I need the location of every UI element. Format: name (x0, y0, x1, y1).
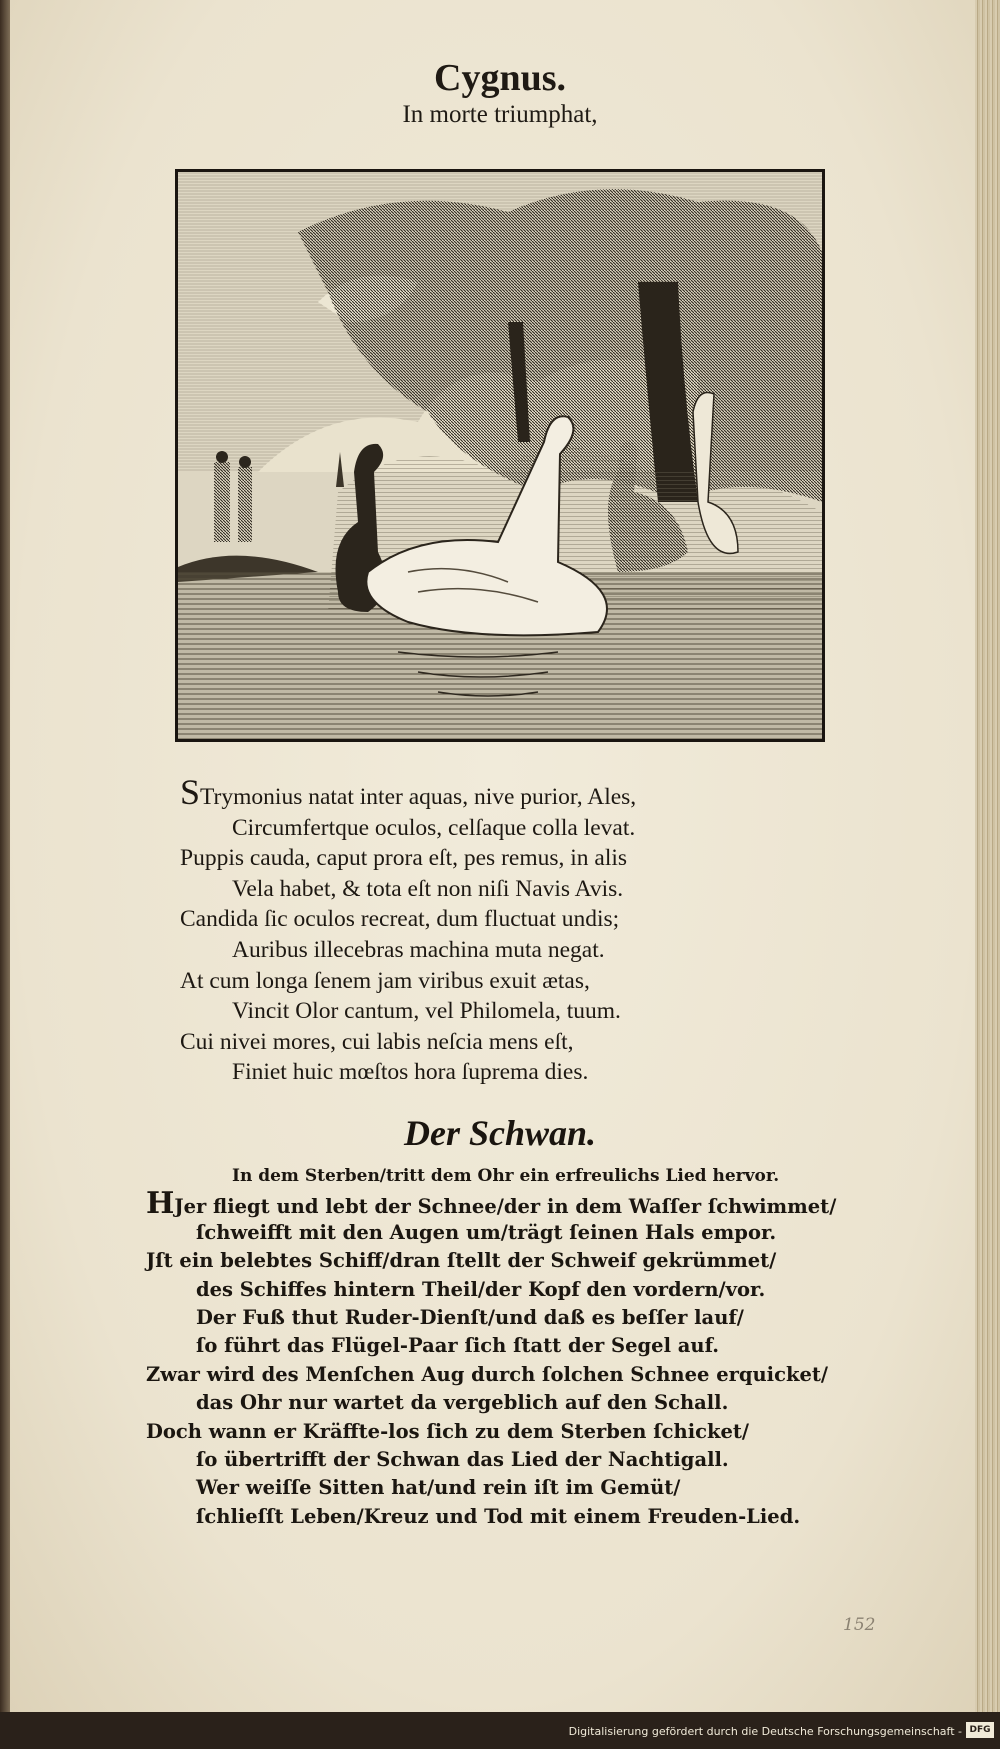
latin-line-5: Candida ſic oculos recreat, dum fluctuat undis; (180, 906, 620, 933)
latin-line-1: STrymonius natat inter aquas, nive purior, Ales, (180, 772, 637, 812)
german-line-8: das Ohr nur wartet da vergeblich auf den Schall. (196, 1391, 729, 1415)
german-line-3: Jſt ein belebtes Schiff/dran ſtellt der Schweif gekrümmet/ (146, 1249, 777, 1273)
swan-engraving (175, 169, 825, 742)
latin-dropcap: S (180, 772, 201, 812)
german-poem (140, 1162, 840, 1531)
page-stack-edge (975, 0, 1000, 1712)
dfg-logo-icon: DFG (966, 1722, 994, 1738)
german-line-10: ſo übertrifft der Schwan das Lied der Nachtigall. (196, 1447, 729, 1471)
german-line-4: des Schiffes hintern Theil/der Kopf den vordern/vor. (196, 1277, 766, 1301)
latin-line-10: Finiet huic mœſtos hora ſuprema dies. (232, 1059, 589, 1086)
latin-line-2: Circumfertque oculos, celſaque colla levat. (232, 814, 636, 841)
german-line-2: ſchweifft mit den Augen um/trägt ſeinen Hals empor. (196, 1220, 777, 1244)
german-line-9: Doch wann er Kräffte-los ſich zu dem Sterben ſchicket/ (146, 1419, 750, 1443)
german-line-5: Der Fuß thut Ruder-Dienſt/und daß es beſſer lauf/ (196, 1305, 744, 1329)
german-line-1: HJer fliegt und lebt der Schnee/der in dem Waſſer ſchwimmet/ (146, 1186, 837, 1222)
german-line-6: ſo führt das Flügel-Paar ſich ſtatt der Segel auf. (196, 1334, 720, 1358)
german-motto: In dem Sterben/tritt dem Ohr ein erfreulichs Lied hervor. (232, 1166, 780, 1186)
latin-line-9: Cui nivei mores, cui labis neſcia mens eſt, (180, 1028, 574, 1055)
latin-line-7: At cum longa ſenem jam viribus exuit ætas, (180, 967, 590, 994)
latin-line-3: Puppis cauda, caput prora eſt, pes remus, in alis (180, 845, 628, 872)
latin-line-4: Vela habet, & tota eſt non niſi Navis Avis. (232, 875, 624, 902)
page-subtitle: In morte triumphat, (402, 101, 598, 128)
german-line-11: Wer weiſſe Sitten hat/und rein iſt im Gemüt/ (196, 1476, 681, 1500)
page-title: Cygnus. (434, 57, 566, 99)
german-line-7: Zwar wird des Menſchen Aug durch ſolchen Schnee erquicket/ (146, 1362, 829, 1386)
latin-poem (180, 772, 800, 1088)
latin-line-8: Vincit Olor cantum, vel Philomela, tuum. (232, 998, 621, 1025)
footer-credit: Digitalisierung gefördert durch die Deutsche Forschungsgemeinschaft - (568, 1725, 962, 1738)
german-dropcap: H (146, 1186, 175, 1222)
latin-line-6: Auribus illecebras machina muta negat. (232, 936, 605, 963)
german-title: Der Schwan. (403, 1113, 597, 1153)
page-number: 152 (843, 1615, 876, 1635)
german-line-12: ſchlieſſt Leben/Kreuz und Tod mit einem Freuden-Lied. (196, 1504, 801, 1528)
